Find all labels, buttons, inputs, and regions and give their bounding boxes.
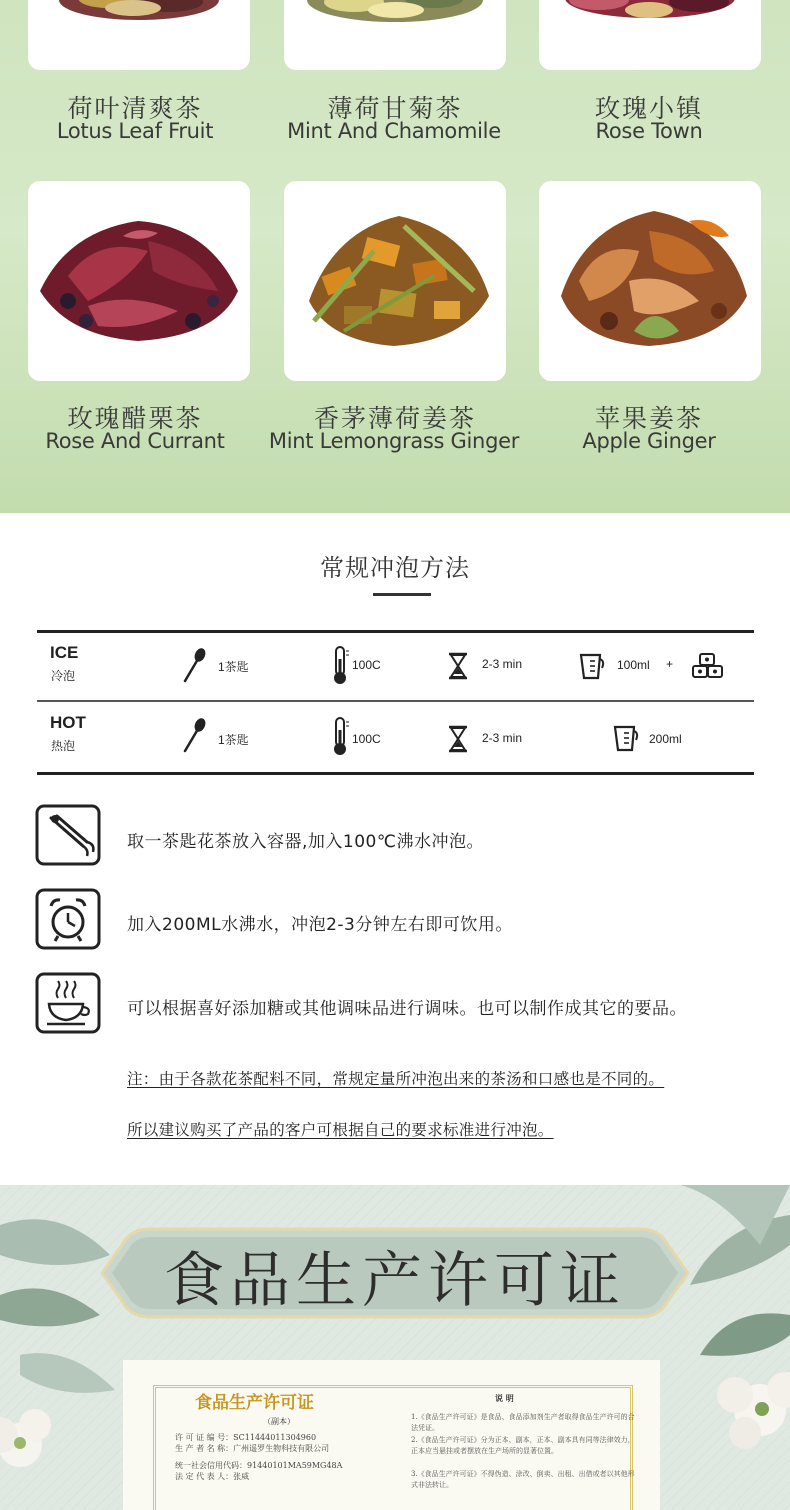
water-temperature: 100C xyxy=(352,658,381,672)
spoon-icon xyxy=(181,717,207,753)
certificate-field: 许 可 证 编 号：SC11444011304960 xyxy=(175,1433,317,1442)
certificate-note: 3.《食品生产许可证》不得伪造、涂改、倒卖、出租、出借或者以其他形式非法转让。 xyxy=(411,1470,635,1489)
certificate-note: 2.《食品生产许可证》分为正本、副本，正本、副本具有同等法律效力，正本应当悬挂或者摆放在生产场所的显著位置。 xyxy=(411,1436,635,1455)
title-underline xyxy=(373,593,431,596)
certificate-field: 生 产 者 名 称：广州遥罗生物科技有限公司 xyxy=(175,1444,330,1453)
step-text: 可以根据喜好添加糖或其他调味品进行调味。也可以制作成其它的要品。 xyxy=(127,999,687,1019)
water-temperature: 100C xyxy=(352,732,381,746)
product-name-cn: 香茅薄荷姜茶 xyxy=(313,404,476,433)
measuring-cup-icon xyxy=(612,724,640,752)
step-text: 取一茶匙花茶放入容器,加入100℃沸水冲泡。 xyxy=(127,832,484,852)
row-label-cn: 热泡 xyxy=(51,739,76,753)
tea-pile-image xyxy=(539,181,761,381)
tea-pile-image xyxy=(284,181,506,381)
product-card-lotus-leaf-fruit[interactable] xyxy=(28,0,250,70)
tea-pile-image xyxy=(539,0,761,70)
ice-cubes-icon xyxy=(691,652,725,680)
product-card-mint-lemongrass-ginger[interactable] xyxy=(284,181,506,381)
thermometer-icon xyxy=(330,645,350,685)
steep-time: 2-3 min xyxy=(482,731,523,745)
hourglass-icon xyxy=(447,652,469,680)
certificate-subtitle: （副本） xyxy=(263,1417,295,1426)
measuring-cup-icon xyxy=(578,652,606,680)
tongs-icon xyxy=(33,802,103,868)
product-name-en: Rose Town xyxy=(595,119,703,143)
spoon-amount: 1茶匙 xyxy=(218,660,249,674)
row-label-en: HOT xyxy=(50,713,86,732)
license-title: 食品生产许可证 xyxy=(164,1246,626,1316)
thermometer-icon xyxy=(330,716,350,756)
certificate-notes-heading: 说 明 xyxy=(495,1393,514,1403)
plus-sign: + xyxy=(666,657,674,671)
product-grid-section xyxy=(0,0,790,513)
tea-pile-image xyxy=(28,181,250,381)
row-label-en: ICE xyxy=(50,643,79,662)
table-top-rule xyxy=(37,630,754,633)
water-volume: 100ml xyxy=(617,658,650,672)
product-name-cn: 荷叶清爽茶 xyxy=(67,94,203,123)
brewing-note: 所以建议购买了产品的客户可根据自己的要求标准进行冲泡。 xyxy=(127,1121,554,1139)
spoon-amount: 1茶匙 xyxy=(218,733,249,747)
tea-pile-image xyxy=(28,0,250,70)
table-mid-rule xyxy=(37,700,754,702)
steaming-cup-icon xyxy=(33,970,103,1036)
certificate-title: 食品生产许可证 xyxy=(195,1393,314,1413)
alarm-clock-icon xyxy=(33,886,103,952)
product-name-cn: 苹果姜茶 xyxy=(594,404,703,433)
product-name-en: Lotus Leaf Fruit xyxy=(56,119,214,143)
row-label-cn: 冷泡 xyxy=(51,669,76,683)
water-volume: 200ml xyxy=(649,732,682,746)
certificate-field: 法 定 代 表 人：张威 xyxy=(175,1472,250,1481)
product-name-cn: 薄荷甘菊茶 xyxy=(327,94,463,123)
table-bottom-rule xyxy=(37,772,754,775)
certificate-field: 统一社会信用代码：91440101MA59MG48A xyxy=(175,1461,343,1470)
product-name-en: Mint And Chamomile xyxy=(287,119,501,143)
product-name-en: Apple Ginger xyxy=(582,429,716,453)
license-section xyxy=(0,1185,790,1510)
product-name-en: Rose And Currant xyxy=(45,429,225,453)
tea-pile-image xyxy=(284,0,506,70)
product-card-apple-ginger[interactable] xyxy=(539,181,761,381)
brewing-method-title: 常规冲泡方法 xyxy=(320,554,470,582)
certificate-note: 1.《食品生产许可证》是食品、食品添加剂生产者取得食品生产许可的合法凭证。 xyxy=(411,1413,635,1432)
product-card-rose-currant[interactable] xyxy=(28,181,250,381)
product-name-en: Mint Lemongrass Ginger xyxy=(268,429,520,453)
license-certificate[interactable] xyxy=(123,1360,660,1510)
hourglass-icon xyxy=(447,725,469,753)
steep-time: 2-3 min xyxy=(482,657,523,671)
spoon-icon xyxy=(181,647,207,683)
step-text: 加入200ML水沸水，冲泡2-3分钟左右即可饮用。 xyxy=(127,915,513,935)
product-name-cn: 玫瑰小镇 xyxy=(594,94,703,123)
product-card-rose-town[interactable] xyxy=(539,0,761,70)
product-card-mint-chamomile[interactable] xyxy=(284,0,506,70)
brewing-note: 注：由于各款花茶配料不同，常规定量所冲泡出来的茶汤和口感也是不同的。 xyxy=(127,1070,665,1088)
product-name-cn: 玫瑰醋栗茶 xyxy=(67,404,203,433)
